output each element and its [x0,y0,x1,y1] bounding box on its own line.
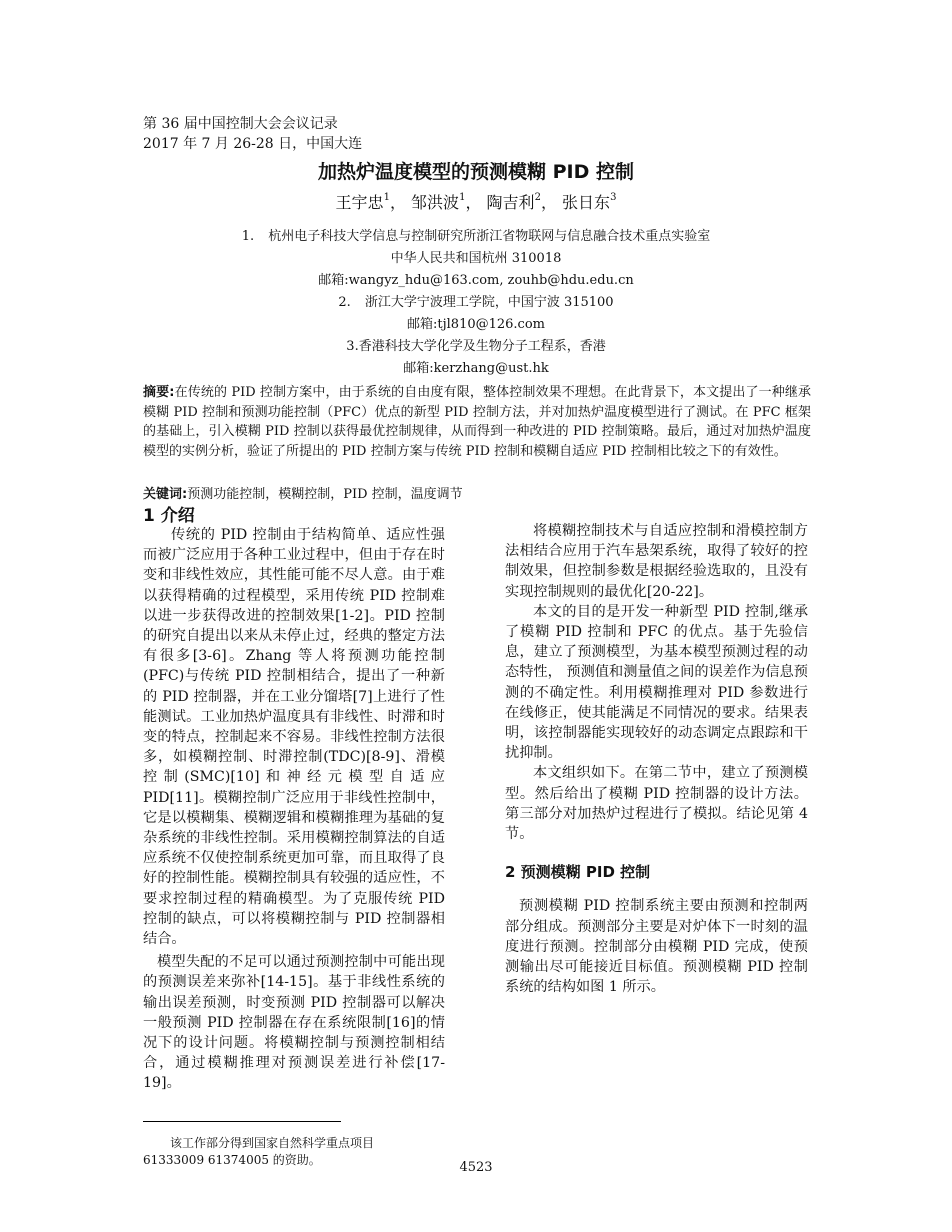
author-affil-mark: 2 [534,192,541,203]
conference-name: 第 36 届中国控制大会会议记录 [143,116,338,132]
keywords-text: 预测功能控制，模糊控制，PID 控制，温度调节 [187,487,463,502]
intro-paragraph: 本文的目的是开发一种新型 PID 控制,继承了模糊 PID 控制和 PFC 的优点。基于先验信息，建立了预测模型，为基本模型预测过程的动态特性， 预测值和测量值之间的误差作为信息预测的不确定性。利用模糊推理对 PID 参数进行在线修正，使其能满足不同情况的要求。结果表明，该控制器能实现较好的动态调定点跟踪和干扰抑制。 [505,603,808,762]
affiliation-number: 2. [338,295,351,310]
author-separator: ， [540,193,557,212]
abstract-label: 摘要: [143,385,175,400]
author-name: 陶吉利 [486,193,535,212]
author-affil-mark: 1 [459,192,466,203]
author-separator: ， [465,193,482,212]
intro-paragraph: 本文组织如下。在第二节中，建立了预测模型。然后给出了模糊 PID 控制器的设计方法。第三部分对加热炉过程进行了模拟。结论见第 4 节。 [505,765,808,843]
affiliation-3: 3.香港科技大学化学及生物分子工程系，香港 [346,339,606,354]
section2-paragraph: 预测模糊 PID 控制系统主要由预测和控制两部分组成。预测部分主要是对炉体下一时刻的温度进行预测。控制部分由模糊 PID 完成，使预测输出尽可能接近目标值。预测模糊 PID 控制系统的结构如图 1 所示。 [505,898,808,996]
affiliation-2 [0,292,952,314]
abstract [143,383,811,461]
affiliation-name: 杭州电子科技大学信息与控制研究所浙江省物联网与信息融合技术重点实验室 [268,229,711,244]
section-heading-predictive-fuzzy-pid: 2 预测模糊 PID 控制 [505,863,651,882]
page-number: 4523 [459,1160,493,1175]
intro-paragraph: 传统的 PID 控制由于结构简单、适应性强而被广泛应用于各种工业过程中，但由于存在时变和非线性效应，其性能可能不尽人意。由于难以获得精确的过程模型，采用传统 PID 控制难以进一步获得改进的控制效果[1-2]。PID 控制的研究自提出以来从未停止过，经典的整定方法有很多[3-6]。Zhang 等人将预测功能控制(PFC)与传统 PID 控制相结合，提出了一种新的 PID 控制器，并在工业分馏塔[7]上进行了性能测试。工业加热炉温度具有非线性、时滞和时变的特点，控制起来不容易。非线性控制方法很多，如模糊控制、时滞控制(TDC)[8-9]、滑模控制(SMC)[10]和神经元模型自适应 PID[11]。模糊控制广泛应用于非线性控制中，它是以模糊集、模糊逻辑和模糊推理为基础的复杂系统的非线性控制。采用模糊控制算法的自适应系统不仅使控制系统更加可靠，而且取得了良好的控制性能。模糊控制具有较强的适应性，不要求控制过程的精确模型。为了克服传统 PID 控制的缺点，可以将模糊控制与 PID 控制器相结合。 [143,527,445,948]
paper-title: 加热炉温度模型的预测模糊 PID 控制 [318,161,634,183]
section-heading-introduction: 1 介绍 [143,506,195,526]
author-affil-mark: 1 [383,192,390,203]
author-name: 张日东 [562,193,611,212]
left-column [143,525,445,1094]
affiliation-1-email: 邮箱:wangyz_hdu@163.com, zouhb@hdu.edu.cn [318,273,634,288]
author-separator: ， [389,193,406,212]
intro-paragraph: 模型失配的不足可以通过预测控制中可能出现的预测误差来弥补[14-15]。基于非线性系统的输出误差预测，时变预测 PID 控制器可以解决一般预测 PID 控制器在存在系统限制[16]的情况下的设计问题。将模糊控制与预测控制相结合，通过模糊推理对预测误差进行补偿[17-19]。 [143,954,445,1092]
keywords-label: 关键词: [143,487,188,502]
author-affil-mark: 3 [610,192,617,203]
abstract-text: 在传统的 PID 控制方案中，由于系统的自由度有限，整体控制效果不理想。在此背景下，本文提出了一种继承模糊 PID 控制和预测功能控制（PFC）优点的新型 PID 控制方法，并对加热炉温度模型进行了测试。在 PFC 框架的基础上，引入模糊 PID 控制以获得最优控制规律，从而得到一种改进的 PID 控制策略。最后，通过对加热炉温度模型的实例分析，验证了所提出的 PID 控制方案与传统 PID 控制和模糊自适应 PID 控制相比较之下的有效性。 [143,385,811,459]
affiliation-1 [0,226,952,248]
affiliation-number: 1. [241,229,255,244]
author-name: 邹洪波 [411,193,460,212]
author-list [0,190,952,213]
footnote-line: 61333009 61374005 的资助。 [143,1153,321,1167]
conference-info [143,114,362,154]
author-name: 王宇忠 [335,193,384,212]
affiliation-1-address: 中华人民共和国杭州 310018 [390,251,562,266]
footnote-line: 该工作部分得到国家自然科学重点项目 [170,1136,375,1150]
intro-paragraph: 将模糊控制技术与自适应控制和滑模控制方法相结合应用于汽车悬架系统，取得了较好的控制效果，但控制参数是根据经验选取的，且没有实现控制规则的最优化[20-22]。 [505,523,808,600]
affiliation-3-email: 邮箱:kerzhang@ust.hk [403,361,549,376]
footnote-divider [143,1121,341,1122]
affiliation-name: 浙江大学宁波理工学院，中国宁波 315100 [364,295,614,310]
right-column [505,521,808,997]
conference-date-place: 2017 年 7 月 26-28 日，中国大连 [143,136,363,152]
affiliation-block [0,226,952,380]
keywords [143,483,463,502]
affiliation-2-email: 邮箱:tjl810@126.com [407,317,545,332]
